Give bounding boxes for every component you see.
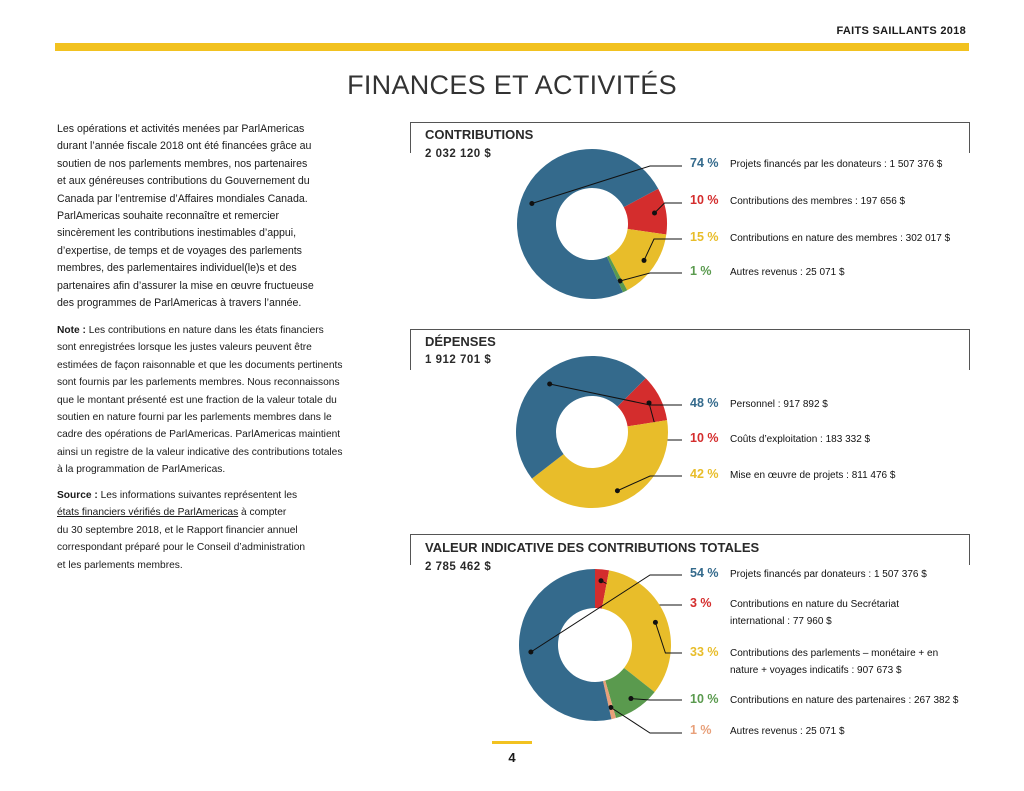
contributions-total: 2 032 120 $	[425, 148, 492, 160]
legend-label: Contributions en nature des partenaires : 267 382 $	[730, 695, 959, 706]
note-line: soutien en nature fourni par les parlements membres dans le	[57, 412, 332, 424]
leader-dot	[653, 620, 658, 625]
source-label: Source :	[57, 490, 98, 501]
legend-pct: 42 %	[690, 467, 719, 481]
leader-dot	[652, 210, 657, 215]
leader-dot	[529, 201, 534, 206]
intro-line: sincèrement les contributions inestimables d’appui,	[57, 227, 297, 240]
leader-dot	[642, 258, 647, 263]
legend-label-line: Contributions des parlements – monétaire + en	[730, 648, 939, 659]
leader-dot	[547, 381, 552, 386]
source-line: correspondant préparé pour le Conseil d’administration	[57, 542, 306, 554]
intro-line: d’expertise, de temps et de voyages des parlements	[57, 244, 302, 257]
financial-statements-link[interactable]: états financiers vérifiés de ParlAmericas	[57, 507, 239, 519]
legend-label: Projets financés par donateurs : 1 507 376 $	[730, 569, 927, 580]
source-line: du 30 septembre 2018, et le Rapport financier annuel	[57, 524, 298, 536]
intro-line: des programmes de ParlAmericas à travers l’année.	[57, 297, 302, 310]
legend-item	[690, 596, 899, 630]
note-line: sont enregistrées lorsque les justes valeurs peuvent être	[57, 342, 312, 354]
contributions-title: CONTRIBUTIONS	[425, 127, 534, 142]
legend-label: Mise en œuvre de projets : 811 476 $	[730, 470, 896, 481]
note-label: Note :	[57, 325, 86, 336]
legend-item	[690, 264, 845, 281]
page-title: FINANCES ET ACTIVITÉS	[347, 70, 677, 100]
legend-item	[690, 645, 938, 679]
legend-pct: 48 %	[690, 396, 719, 410]
legend-pct: 1 %	[690, 264, 712, 278]
expenses-total: 1 912 701 $	[425, 354, 492, 366]
intro-line: Canada par l’entremise d’Affaires mondiales Canada.	[57, 192, 308, 205]
legend-item	[690, 467, 895, 484]
legend-pct: 3 %	[690, 596, 712, 610]
legend-item	[690, 723, 845, 740]
legend-pct: 15 %	[690, 230, 719, 244]
legend-label	[730, 645, 938, 679]
total-value-title: VALEUR INDICATIVE DES CONTRIBUTIONS TOTALES	[425, 540, 760, 555]
intro-line: soutien de nos parlements membres, nos partenaires	[57, 157, 308, 170]
note-line: cadre des opérations de ParlAmericas. ParlAmericas maintient	[57, 429, 341, 441]
page-number-bar	[492, 741, 532, 744]
legend-pct: 33 %	[690, 645, 719, 659]
leader-dot	[528, 650, 533, 655]
intro-line: durant l’année fiscale 2018 ont été financées grâce au	[57, 140, 312, 153]
legend-label: Projets financés par les donateurs : 1 507 376 $	[730, 159, 943, 170]
intro-line: membres, des parlementaires individuel(le)s et des	[57, 262, 297, 275]
legend-label-line: international : 77 960 $	[730, 616, 832, 627]
donut-slice	[602, 570, 671, 692]
note-line: sont fournis par les parlements membres. Nous reconnaissons	[57, 377, 340, 389]
legend-item	[690, 396, 828, 413]
legend-label: Autres revenus : 25 071 $	[730, 726, 845, 737]
legend-label-line: nature + voyages indicatifs : 907 673 $	[730, 665, 902, 676]
leader-dot	[615, 488, 620, 493]
legend-label	[730, 596, 899, 630]
legend-label: Personnel : 917 892 $	[730, 399, 828, 410]
expenses-title: DÉPENSES	[425, 334, 496, 349]
intro-line: partenaires afin d’assurer la mise en œuvre fructueuse	[57, 279, 314, 292]
intro-line: Les opérations et activités menées par ParlAmericas	[57, 123, 305, 135]
source-line: à compter	[238, 507, 287, 519]
source-line: et les parlements membres.	[57, 559, 183, 571]
source-line: Les informations suivantes représentent les	[97, 490, 298, 501]
legend-label-line: Contributions en nature du Secrétariat	[730, 599, 899, 610]
intro-line: et aux généreuses contributions du Gouvernement du	[57, 175, 310, 188]
note-line: que le montant présenté est une fraction de la valeur totale du	[57, 394, 337, 406]
legend-pct: 74 %	[690, 156, 719, 170]
leader-dot	[628, 696, 633, 701]
note-line: à la programmation de ParlAmericas.	[57, 464, 226, 476]
header-label: FAITS SAILLANTS 2018	[836, 25, 966, 37]
legend-label: Contributions des membres : 197 656 $	[730, 196, 906, 207]
intro-line: ParlAmericas souhaite reconnaître et remercier	[57, 210, 279, 223]
legend-label: Autres revenus : 25 071 $	[730, 267, 845, 278]
note-line: estimées de façon raisonnable et que les documents pertinents	[57, 359, 343, 371]
legend-label: Contributions en nature des membres : 302 017 $	[730, 233, 951, 244]
legend-pct: 10 %	[690, 692, 719, 706]
legend-item	[690, 156, 942, 173]
legend-item	[690, 692, 959, 709]
legend-pct: 10 %	[690, 431, 719, 445]
legend-item	[690, 566, 927, 583]
legend-label: Coûts d’exploitation : 183 332 $	[730, 434, 871, 445]
page-number: 4	[508, 750, 516, 765]
legend-item	[690, 230, 950, 247]
leader-dot	[599, 578, 604, 583]
note-line: ainsi un registre de la valeur indicative des contributions totales	[57, 446, 343, 458]
note-line: Les contributions en nature dans les états financiers	[85, 325, 324, 336]
legend-pct: 54 %	[690, 566, 719, 580]
legend-item	[690, 193, 905, 210]
legend-item	[690, 431, 870, 448]
legend-pct: 10 %	[690, 193, 719, 207]
total-value-total: 2 785 462 $	[425, 561, 492, 573]
legend-pct: 1 %	[690, 723, 712, 737]
